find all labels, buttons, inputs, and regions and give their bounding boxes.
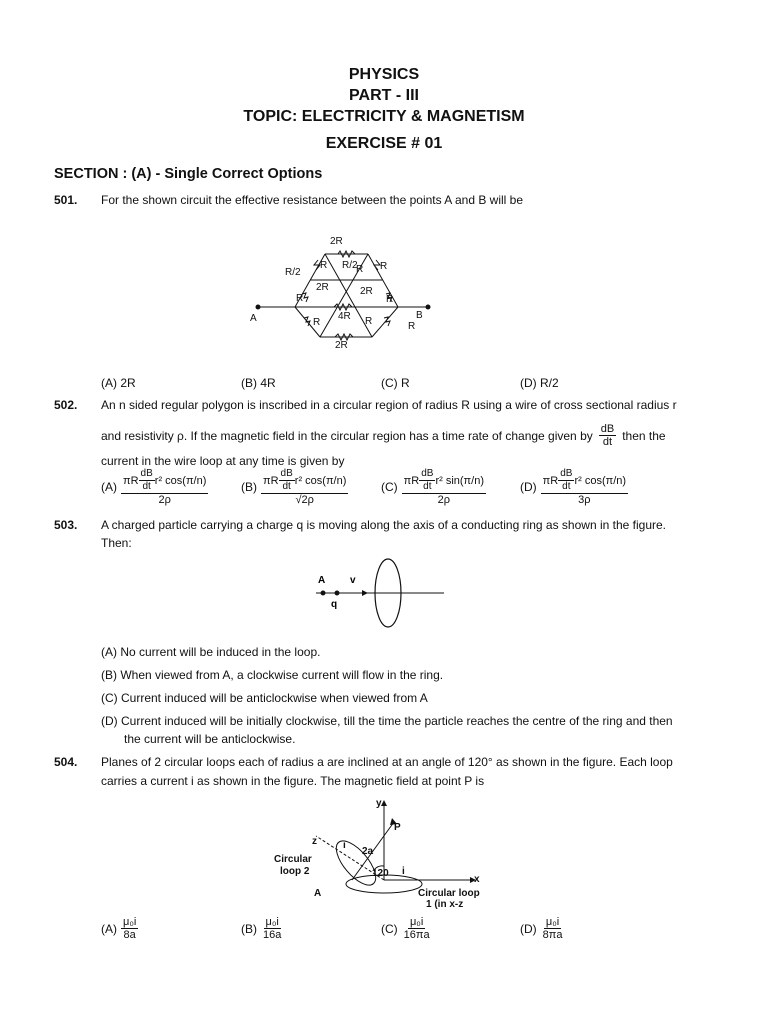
label: R (296, 293, 304, 304)
option-post: r² sin(π/n) (435, 474, 484, 487)
q502-option-a[interactable] (101, 468, 208, 506)
option-denominator: 2ρ (158, 494, 171, 506)
y-arrow (381, 800, 387, 806)
label: 2R (335, 340, 348, 351)
q502-option-b[interactable] (241, 468, 348, 506)
option-post: r² cos(π/n) (294, 474, 347, 487)
point-a-dot (321, 591, 326, 596)
q504-line2: carries a current i as shown in the figure. The magnetic field at point P is (101, 774, 485, 788)
label-2a: 2a (362, 846, 374, 857)
label-p: P (394, 822, 401, 833)
option-pre: πR (403, 474, 420, 487)
label-b: B (416, 310, 423, 321)
option-post: r² cos(π/n) (154, 474, 207, 487)
q502-number: 502. (54, 398, 78, 412)
label: R (320, 260, 328, 271)
q503-number: 503. (54, 518, 78, 532)
option-label: (B) (241, 921, 257, 936)
option-fraction (121, 468, 208, 506)
dbdt-fraction (139, 468, 155, 493)
option-numerator: μ₀i (545, 916, 560, 928)
label: R/2 (285, 267, 301, 278)
label-i-loop2: i (343, 840, 346, 851)
node-b-dot (426, 305, 431, 310)
option-post: r² cos(π/n) (574, 474, 627, 487)
q503-option-c[interactable]: (C) Current induced will be anticlockwise when viewed from A (101, 691, 428, 705)
label: R (408, 321, 416, 332)
label: R (386, 294, 394, 305)
label: 4R (338, 311, 351, 322)
exercise-title: EXERCISE # 01 (325, 135, 443, 152)
label: R (380, 261, 388, 272)
dbdt-fraction (279, 468, 295, 493)
option-denominator: 16a (263, 929, 282, 941)
option-label: (C) (381, 480, 398, 494)
subject-title: PHYSICS (348, 66, 420, 83)
q501-number: 501. (54, 193, 78, 207)
label-v: v (350, 575, 356, 586)
option-label: (D) (520, 480, 537, 494)
part-title: PART - III (349, 87, 419, 104)
option-fraction (402, 468, 486, 506)
q502-option-d[interactable] (520, 468, 628, 506)
option-pre: πR (123, 474, 139, 487)
q502-line2-text: and resistivity ρ. If the magnetic field in the circular region has a time rate of change given by (101, 428, 593, 443)
q502-option-c[interactable] (381, 468, 486, 506)
q502-line3: current in the wire loop at any time is given by (101, 454, 345, 468)
q503-option-d[interactable]: (D) Current induced will be initially clockwise, till the time the particle reaches the centre of the ring and then (101, 714, 673, 728)
q503-ring-diagram (310, 556, 450, 632)
q503-option-a[interactable]: (A) No current will be induced in the loop. (101, 645, 321, 659)
q504-option-a[interactable] (101, 916, 138, 941)
q504-option-d[interactable] (520, 916, 565, 941)
label: 2R (316, 282, 329, 293)
dbdt-num: dB (280, 468, 293, 479)
option-numerator (541, 468, 628, 494)
option-pre: πR (542, 474, 559, 487)
option-label: (B) (241, 480, 257, 494)
label-x: x (474, 874, 480, 885)
label-a: A (250, 313, 257, 324)
topic-title: TOPIC: ELECTRICITY & MAGNETISM (243, 108, 525, 125)
label-loop2-b: loop 2 (280, 866, 310, 877)
dbdt-den: dt (602, 436, 613, 448)
q504-number: 504. (54, 755, 78, 769)
option-pre: πR (263, 474, 279, 487)
label-q: q (331, 599, 338, 610)
node-a-dot (256, 305, 261, 310)
dbdt-fraction (419, 468, 435, 493)
option-numerator (261, 468, 348, 494)
label-loop1-a: Circular loop (418, 888, 480, 899)
dbdt-den: dt (142, 481, 151, 492)
option-numerator (402, 468, 486, 494)
dbdt-den: dt (282, 481, 291, 492)
label: 2R (360, 286, 373, 297)
option-fraction (261, 916, 283, 941)
q503-line2: Then: (101, 536, 132, 550)
dbdt-fraction (599, 423, 616, 448)
dbdt-fraction (558, 468, 574, 493)
q503-option-b[interactable]: (B) When viewed from A, a clockwise current will flow in the ring. (101, 668, 444, 682)
q502-line2 (101, 423, 666, 448)
option-numerator: μ₀i (123, 916, 137, 928)
label-z: z (312, 836, 317, 847)
dbdt-num: dB (421, 468, 434, 479)
q502-line2-end: then the (622, 428, 666, 443)
option-denominator: √2ρ (295, 494, 314, 506)
q501-option-a[interactable]: (A) 2R (101, 376, 136, 390)
section-title: SECTION : (A) - Single Correct Options (54, 166, 323, 182)
dbdt-den: dt (562, 481, 571, 492)
q503-line1: A charged particle carrying a charge q is moving along the axis of a conducting ring as shown in the figure. (101, 518, 666, 532)
label: 2R (330, 236, 343, 247)
option-fraction (261, 468, 348, 506)
dbdt-num: dB (600, 423, 615, 435)
q501-text: For the shown circuit the effective resistance between the points A and B will be (101, 193, 524, 207)
option-fraction (121, 916, 138, 941)
option-label: (D) (520, 921, 537, 936)
q503-option-d-cont: the current will be anticlockwise. (124, 732, 296, 746)
option-numerator: μ₀i (265, 916, 279, 928)
charge-dot (335, 591, 340, 596)
option-denominator: 2ρ (437, 494, 451, 506)
label: R/2 (342, 260, 358, 271)
loop-2 (329, 835, 382, 892)
label: R (356, 264, 364, 275)
option-denominator: 8a (123, 929, 136, 941)
q504-option-c[interactable] (381, 916, 432, 941)
option-label: (C) (381, 921, 398, 936)
label: R (313, 317, 321, 328)
q502-line1: An n sided regular polygon is inscribed in a circular region of radius R using a wire of cross sectional radius r (101, 398, 677, 412)
label-loop1-b: 1 (in x-z (426, 899, 464, 910)
option-numerator: μ₀i (409, 916, 424, 928)
q501-option-d[interactable]: (D) R/2 (520, 376, 559, 390)
velocity-arrow (362, 590, 368, 596)
dbdt-num: dB (140, 468, 153, 479)
q504-loops-diagram (268, 796, 494, 912)
option-fraction (402, 916, 432, 941)
option-denominator: 8πa (542, 929, 563, 941)
label-i-loop1: i (402, 866, 405, 877)
label-loop2-a: Circular (274, 854, 312, 865)
option-label: (A) (101, 921, 117, 936)
label-angle: 120 (372, 868, 389, 879)
label-y: y (376, 798, 382, 809)
label-a: A (318, 575, 326, 586)
q501-option-b[interactable]: (B) 4R (241, 376, 276, 390)
q504-line1: Planes of 2 circular loops each of radius a are inclined at an angle of 120° as shown in the figure. Each loop (101, 755, 673, 769)
option-label: (A) (101, 480, 117, 494)
q504-option-b[interactable] (241, 916, 283, 941)
dbdt-num: dB (560, 468, 573, 479)
q501-option-c[interactable]: (C) R (381, 376, 410, 390)
option-denominator: 16πa (403, 929, 430, 941)
option-fraction (541, 468, 628, 506)
q501-circuit-diagram (250, 232, 440, 354)
option-denominator: 3ρ (578, 494, 591, 506)
dbdt-den: dt (423, 481, 432, 492)
label: R (365, 316, 373, 327)
label-a: A (314, 888, 322, 899)
option-numerator (121, 468, 208, 494)
option-fraction (541, 916, 565, 941)
